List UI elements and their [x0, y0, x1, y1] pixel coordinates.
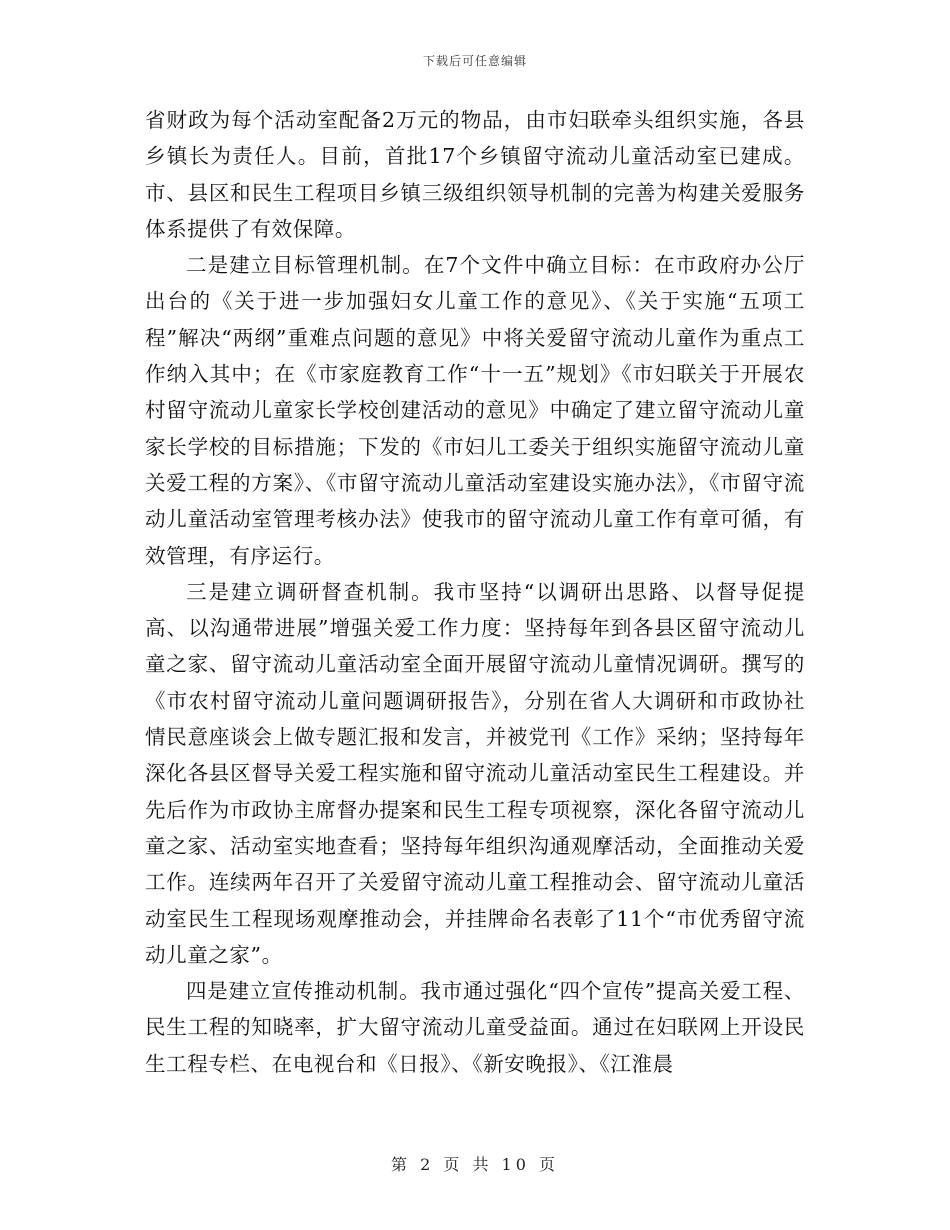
document-body [145, 102, 805, 1082]
paragraph-research-supervision: 三是建立调研督查机制。我市坚持“以调研出思路、以督导促提高、以沟通带进展”增强关爱工作力度：坚持每年到各县区留守流动儿童之家、留守流动儿童活动室全面开展留守流动儿童情况调研。撰写的《市农村留守流动儿童问题调研报告》，分别在省人大调研和市政协社情民意座谈会上做专题汇报和发言，并被党刊《工作》采纳；坚持每年深化各县区督导关爱工程实施和留守流动儿童活动室民生工程建设。并先后作为市政协主席督办提案和民生工程专项视察，深化各留守流动儿童之家、活动室实地查看；坚持每年组织沟通观摩活动，全面推动关爱工作。连续两年召开了关爱留守流动儿童工程推动会、留守流动儿童活动室民生工程现场观摩推动会，并挂牌命名表彰了11个“市优秀留守流动儿童之家”。 [145, 579, 805, 967]
paragraph-continued: 省财政为每个活动室配备2万元的物品，由市妇联牵头组织实施，各县乡镇长为责任人。目前，首批17个乡镇留守流动儿童活动室已建成。市、县区和民生工程项目乡镇三级组织领导机制的完善为构建关爱服务体系提供了有效保障。 [145, 108, 805, 241]
paragraph-target-management: 二是建立目标管理机制。在7个文件中确立目标：在市政府办公厅出台的《关于进一步加强妇女儿童工作的意见》、《关于实施“五项工程”解决“两纲”重难点问题的意见》中将关爱留守流动儿童作为重点工作纳入其中；在《市家庭教育工作“十一五”规划》《市妇联关于开展农村留守流动儿童家长学校创建活动的意见》中确定了建立留守流动儿童家长学校的目标措施；下发的《市妇儿工委关于组织实施留守流动儿童关爱工程的方案》、《市留守流动儿童活动室建设实施办法》，《市留守流动儿童活动室管理考核办法》使我市的留守流动儿童工作有章可循，有效管理，有序运行。 [145, 253, 805, 568]
page-number-footer: 第 2 页 共 10 页 [391, 1155, 559, 1174]
paragraph-publicity: 四是建立宣传推动机制。我市通过强化“四个宣传”提高关爱工程、民生工程的知晓率，扩大留守流动儿童受益面。通过在妇联网上开设民生工程专栏、在电视台和《日报》、《新安晚报》、《江淮晨 [145, 979, 805, 1076]
page-header: 下载后可任意编辑 [422, 54, 527, 68]
